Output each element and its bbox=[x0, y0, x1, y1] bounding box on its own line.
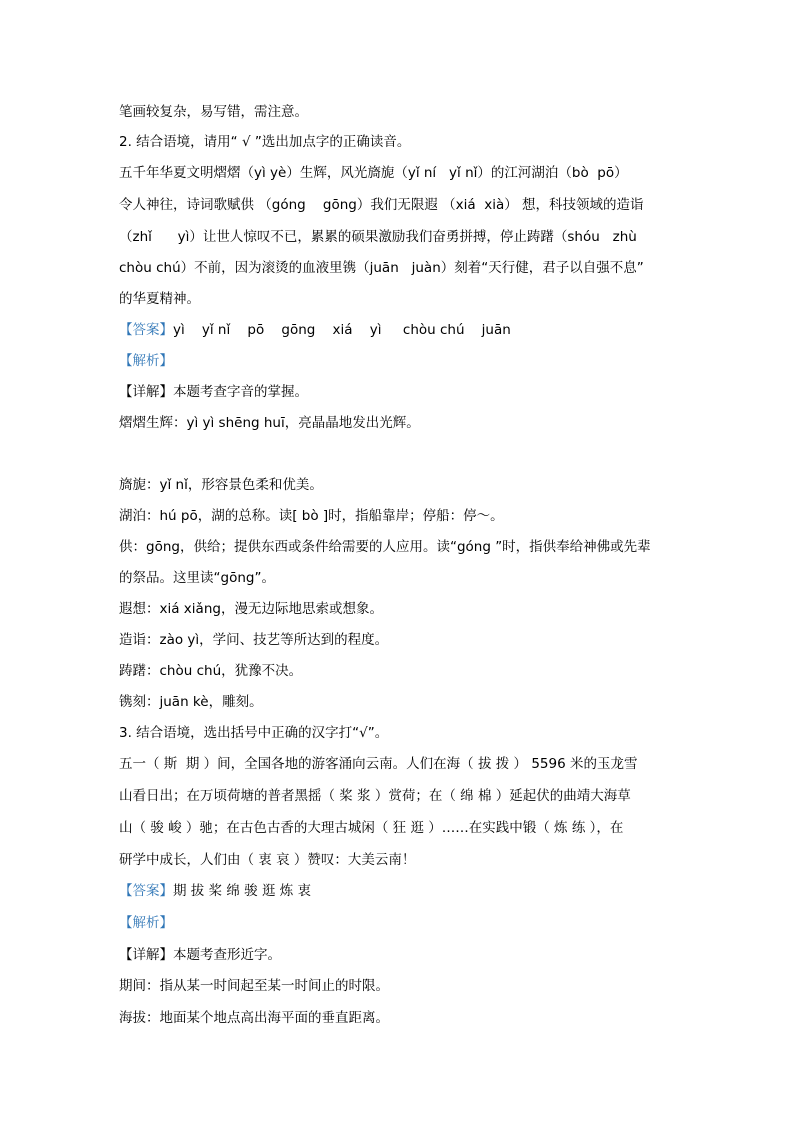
line-text: 湖泊：hú pō，湖的总称。读[ bò ]时，指船靠岸；停船：停～。 bbox=[119, 508, 504, 524]
text-line bbox=[119, 818, 689, 838]
text-line bbox=[119, 195, 689, 215]
text-line bbox=[119, 661, 689, 681]
line-text: 供：gōng，供给；提供东西或条件给需要的人应用。读“góng ”时，指供奉给神佛或先辈 bbox=[119, 539, 651, 555]
text-line bbox=[119, 163, 689, 183]
text-line bbox=[119, 289, 689, 309]
text-line bbox=[119, 692, 689, 712]
line-text: 研学中成长，人们由（ 衷 哀 ）赞叹：大美云南！ bbox=[119, 852, 416, 868]
section-label: 【解析】 bbox=[119, 353, 173, 369]
line-text: 2. 结合语境，请用“ √ ”选出加点字的正确读音。 bbox=[119, 134, 411, 150]
line-text: 3. 结合语境，选出括号中正确的汉字打“√”。 bbox=[119, 725, 389, 741]
line-text: 期间：指从某一时间起至某一时间止的时限。 bbox=[119, 978, 389, 994]
text-line bbox=[119, 537, 689, 557]
text-line bbox=[119, 1008, 689, 1028]
text-line bbox=[119, 382, 689, 402]
line-text: 熠熠生辉：yì yì shēng huī，亮晶晶地发出光辉。 bbox=[119, 415, 420, 431]
text-line bbox=[119, 913, 689, 933]
line-text: 踌躇：chòu chú，犹豫不决。 bbox=[119, 663, 303, 679]
text-line bbox=[119, 102, 689, 122]
text-line bbox=[119, 258, 689, 278]
line-text: 笔画较复杂，易写错，需注意。 bbox=[119, 104, 308, 120]
line-text: 遐想：xiá xiǎng，漫无边际地思索或想象。 bbox=[119, 601, 383, 617]
line-text: 五一（ 斯 期 ）间，全国各地的游客涌向云南。人们在海（ 拔 拨 ） 5596 米的玉龙雪 bbox=[119, 756, 638, 772]
line-text: 【详解】本题考查形近字。 bbox=[119, 947, 281, 963]
line-text: yì yǐ nǐ pō gōng xiá yì chòu chú juān bbox=[173, 322, 511, 338]
line-text: （zhǐ yì）让世人惊叹不已，累累的硕果激励我们奋勇拼搏，停止踌躇（shóu zhù bbox=[119, 229, 637, 245]
line-text: 令人神往，诗词歌赋供 （góng gōng）我们无限遐 （xiá xià） 想，科技领域的造诣 bbox=[119, 197, 644, 213]
text-line bbox=[119, 754, 689, 774]
line-text: 期 拔 桨 绵 骏 逛 炼 衷 bbox=[173, 883, 312, 899]
text-line bbox=[119, 351, 689, 371]
line-text: 山看日出；在万顷荷塘的普者黑摇（ 桨 浆 ）赏荷；在（ 绵 棉 ）延起伏的曲靖大海草 bbox=[119, 788, 631, 804]
text-line bbox=[119, 568, 689, 588]
text-line bbox=[119, 413, 689, 433]
section-label: 【答案】 bbox=[119, 883, 173, 899]
section-label: 【答案】 bbox=[119, 322, 173, 338]
text-line bbox=[119, 976, 689, 996]
line-text: 【详解】本题考查字音的掌握。 bbox=[119, 384, 308, 400]
text-line bbox=[119, 945, 689, 965]
text-line bbox=[119, 227, 689, 247]
line-text: 山（ 骏 峻 ）驰；在古色古香的大理古城闲（ 狂 逛 ）……在实践中锻（ 炼 练 ），在 bbox=[119, 820, 624, 836]
text-line bbox=[119, 475, 689, 495]
line-text: 镌刻：juān kè，雕刻。 bbox=[119, 694, 263, 710]
text-line bbox=[119, 132, 689, 152]
line-text: 的祭品。这里读“gōng”。 bbox=[119, 570, 275, 586]
line-text: 五千年华夏文明熠熠（yì yè）生辉，风光旖旎（yǐ ní yǐ nǐ）的江河湖泊（bò pō） bbox=[119, 165, 628, 181]
line-text: 的华夏精神。 bbox=[119, 291, 200, 307]
line-text: 造诣：zào yì，学问、技艺等所达到的程度。 bbox=[119, 632, 389, 648]
text-line bbox=[119, 599, 689, 619]
text-line bbox=[119, 506, 689, 526]
line-text: chòu chú）不前，因为滚烫的血液里镌（juān juàn）刻着“天行健，君子以自强不息” bbox=[119, 260, 644, 276]
line-text: 旖旎：yǐ nǐ，形容景色柔和优美。 bbox=[119, 477, 323, 493]
text-line bbox=[119, 320, 689, 340]
text-line bbox=[119, 630, 689, 650]
text-line bbox=[119, 850, 689, 870]
line-text: 海拔：地面某个地点高出海平面的垂直距离。 bbox=[119, 1010, 389, 1026]
text-line bbox=[119, 881, 689, 901]
text-line bbox=[119, 723, 689, 743]
section-label: 【解析】 bbox=[119, 915, 173, 931]
text-line bbox=[119, 786, 689, 806]
